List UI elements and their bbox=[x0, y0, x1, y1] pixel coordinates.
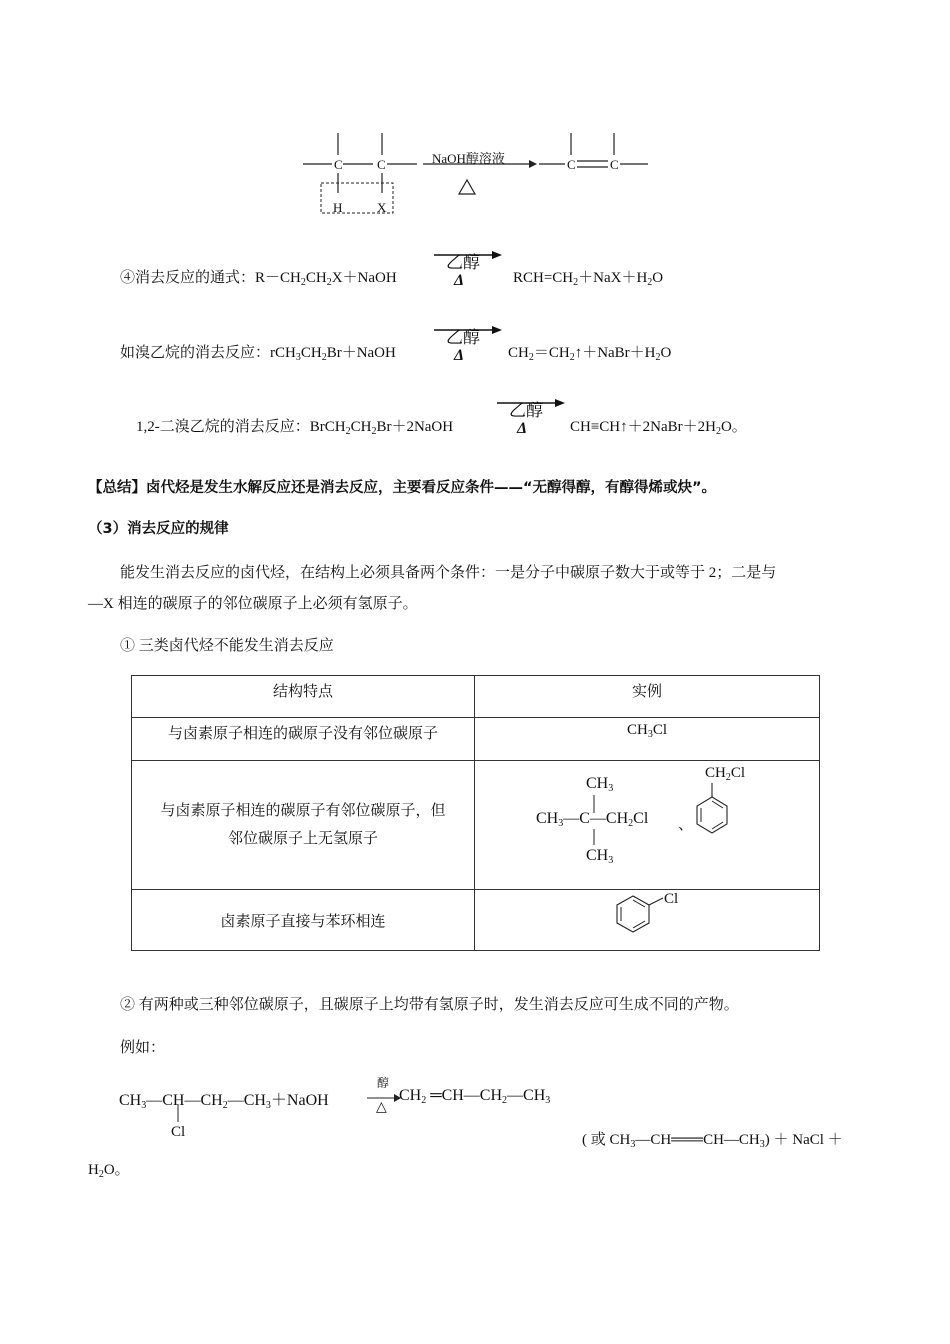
table-row bbox=[132, 890, 820, 951]
benzyl-ch2cl: $CH_2Cl$ bbox=[705, 765, 746, 783]
alternative-tail: $H_2O$。 bbox=[88, 1162, 130, 1180]
condition-ethanol-heat: 乙醇 Δ bbox=[432, 250, 512, 294]
dibromoethane-product: $CH\equiv CH↑+2NaBr+2H_2O$。 bbox=[570, 419, 747, 437]
item-1-heading: ① 三类卤代烃不能发生消去反应 bbox=[120, 638, 334, 654]
paragraph-line-2: —X 相连的碳原子的邻位碳原子上必须有氢原子。 bbox=[88, 596, 418, 612]
table-row bbox=[132, 761, 820, 890]
example-cond-top: 醇 bbox=[377, 1076, 390, 1090]
table-cell-feature: 与卤素原子相连的碳原子有邻位碳原子，但 邻位碳原子上无氢原子 bbox=[132, 761, 475, 890]
benzene-ring-icon bbox=[691, 783, 731, 839]
ch3-bottom: $CH_3$ bbox=[586, 847, 614, 866]
table-row bbox=[132, 718, 820, 761]
neopentyl-chain: $CH_3—C—CH_2Cl$ bbox=[536, 810, 649, 829]
chloro-label: Cl bbox=[664, 891, 679, 907]
general-equation: ④消去反应的通式：$R-CH_2CH_2X+NaOH$ bbox=[120, 270, 397, 288]
paragraph-line-1: 能发生消去反应的卤代烃，在结构上必须具备两个条件：一是分子中碳原子数大于或等于 2；二是与 bbox=[120, 565, 777, 581]
table-cell-example bbox=[475, 890, 820, 951]
dibromoethane-equation: 1,2-二溴乙烷的消去反应：$BrCH_2CH_2Br+2NaOH$ bbox=[136, 419, 454, 437]
general-product: $RCH=CH_2+NaX+H_2O$ bbox=[513, 270, 664, 288]
table-header-example: 实例 bbox=[475, 676, 820, 718]
separator: 、 bbox=[678, 817, 694, 833]
reaction-condition: NaOH醇溶液 bbox=[432, 151, 505, 166]
alternative-product: ( 或 $CH_3—CH═══CH—CH_3$) ＋ NaCl ＋ bbox=[582, 1132, 843, 1150]
condition-ethanol-heat: 乙醇 Δ bbox=[432, 325, 512, 369]
cannot-eliminate-table bbox=[131, 675, 820, 951]
example-product: $CH_2$ $═CH—CH_2—CH_3$ bbox=[399, 1087, 551, 1106]
table-cell-feature: 卤素原子直接与苯环相连 bbox=[132, 890, 475, 951]
item-2-text: ② 有两种或三种邻位碳原子，且碳原子上均带有氢原子时，发生消去反应可生成不同的产物。 bbox=[120, 997, 739, 1013]
condition-ethanol-heat: 乙醇 Δ bbox=[495, 398, 575, 442]
bromoethane-equation: 如溴乙烷的消去反应：$rCH_3CH_2Br+NaOH$ bbox=[120, 345, 396, 363]
example-cl: Cl bbox=[171, 1124, 186, 1140]
example-cond-bot: △ bbox=[376, 1100, 387, 1115]
example-reactant: $CH_3—CH—CH_2—CH_3+NaOH$ bbox=[119, 1092, 329, 1111]
atom-h: H bbox=[333, 200, 343, 215]
product-c2: C bbox=[610, 157, 619, 172]
example-label: 例如： bbox=[120, 1040, 166, 1056]
product-c1: C bbox=[567, 157, 576, 172]
section-heading: （3）消去反应的规律 bbox=[88, 521, 229, 537]
bromoethane-product: $CH_2=CH_2↑+NaBr+H_2O$ bbox=[508, 345, 672, 363]
table-cell-feature: 与卤素原子相连的碳原子没有邻位碳原子 bbox=[132, 718, 475, 761]
chlorobenzene-ring-icon bbox=[613, 894, 669, 938]
atom-c2: C bbox=[377, 157, 386, 172]
atom-x: X bbox=[377, 200, 387, 215]
ch3-top: $CH_3$ bbox=[586, 775, 614, 794]
summary-text: 【总结】卤代烃是发生水解反应还是消去反应，主要看反应条件——“无醇得醇，有醇得烯或炔”。 bbox=[88, 480, 717, 496]
table-cell-example bbox=[475, 761, 820, 890]
atom-c1: C bbox=[334, 157, 343, 172]
table-cell-example: $CH_3Cl$ bbox=[475, 718, 820, 761]
table-header-feature: 结构特点 bbox=[132, 676, 475, 718]
